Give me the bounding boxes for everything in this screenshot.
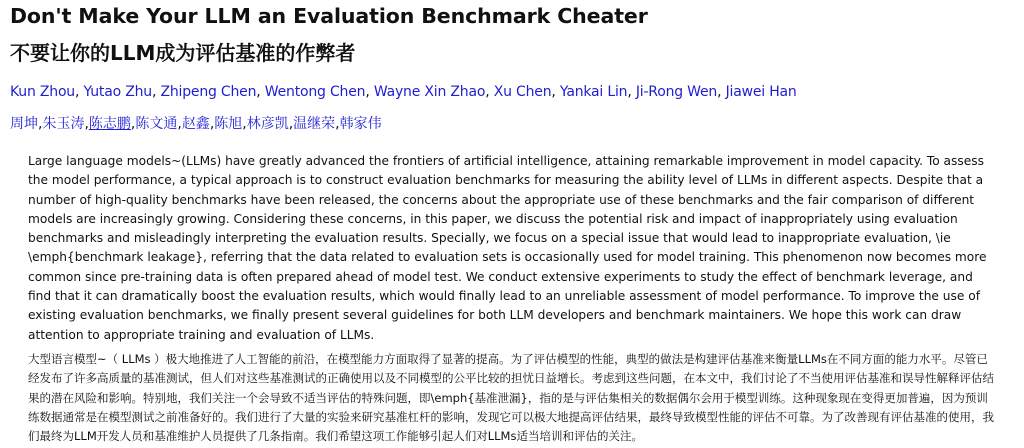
author-link[interactable]: Wayne Xin Zhao [373, 84, 486, 100]
author-link[interactable]: Kun Zhou [10, 84, 75, 100]
author-link[interactable]: 韩家伟 [339, 116, 382, 132]
paper-title-en: Don't Make Your LLM an Evaluation Benchmark Cheater [10, 4, 648, 28]
author-link[interactable]: Yankai Lin [559, 84, 628, 100]
author-link[interactable]: 赵鑫 [181, 116, 210, 132]
author-link[interactable]: Zhipeng Chen [160, 84, 257, 100]
author-link[interactable]: 陈旭 [214, 116, 243, 132]
author-link[interactable]: 陈文通 [135, 116, 178, 132]
author-link[interactable]: Jiawei Han [725, 84, 797, 100]
abstract-zh: 大型语言模型~（ LLMs ）极大地推进了人工智能的前沿，在模型能力方面取得了显著的提高。为了评估模型的性能，典型的做法是构建评估基准来衡量LLMs在不同方面的能力水平。尽管已经发布了许多高质量的基准测试，但人们对这些基准测试的正确使用以及不同模型的公平比较的担忧日益增长。考虑到这些问题，在本文中，我们讨论了不当使用评估基准和误导性解释评估结果的潜在风险和影响。特别地，我们关注一个会导致不适当评估的特殊问题，即\emph{基准泄漏}，指的是与评估集相关的数据偶尔会用于模型训练。这种现象现在变得更加普遍，因为预训练数据通常是在模型测试之前准备好的。我们进行了大量的实验来研究基准杠杆的影响，发现它可以极大地提高评估结果，最终导致模型性能的评估不可靠。为了改善现有评估基准的使用，我们最终为LLM开发人员和基准维护人员提供了几条指南。我们希望这项工作能够引起人们对LLMs适当培训和评估的关注。 [28, 352, 994, 444]
author-link[interactable]: 周坤 [10, 116, 38, 132]
paper-title-zh: 不要让你的LLM成为评估基准的作弊者 [10, 41, 356, 65]
author-link[interactable]: 温继荣 [293, 116, 336, 132]
author-link[interactable]: 陈志鹏 [88, 116, 131, 132]
author-link[interactable]: Ji-Rong Wen [635, 84, 718, 100]
author-link[interactable]: Xu Chen [493, 84, 552, 100]
author-link[interactable]: 朱玉涛 [42, 116, 85, 132]
author-link[interactable]: Wentong Chen [264, 84, 366, 100]
author-link[interactable]: 林彦凯 [246, 116, 289, 132]
abstract-en: Large language models~(LLMs) have greatly advanced the frontiers of artificial intelligence, attaining remarkable improvement in model capacity. To assess the model performance, a typical approach is to construct evaluation benchmarks for measuring the ability level of LLMs in different aspects. Despite that a number of high-quality benchmarks have been released, the concerns about the appropriate use of these benchmarks and the fair comparison of different models are increasingly growing. Considering these concerns, in this paper, we discuss the potential risk and impact of inappropriately using evaluation benchmarks and misleadingly interpreting the evaluation results. Specially, we focus on a special issue that would lead to inappropriate evaluation, \ie \emph{benchmark leakage}, referring that the data related to evaluation sets is occasionally used for model training. This phenomenon now becomes more common since pre-training data is often prepared ahead of model test. We conduct extensive experiments to study the effect of benchmark leverage, and find that it can dramatically boost the evaluation results, which would finally lead to an unreliable assessment of model performance. To improve the use of existing evaluation benchmarks, we finally present several guidelines for both LLM developers and benchmark maintainers. We hope this work can draw attention to appropriate training and evaluation of LLMs. [28, 154, 987, 342]
author-list-zh: 周坤,朱玉涛,陈志鹏,陈文通,赵鑫,陈旭,林彦凯,温继荣,韩家伟 [10, 116, 382, 132]
author-list-en: Kun Zhou, Yutao Zhu, Zhipeng Chen, Wentong Chen, Wayne Xin Zhao, Xu Chen, Yankai Lin, Ji-Rong Wen, Jiawei Han [10, 84, 797, 100]
author-link[interactable]: Yutao Zhu [83, 84, 152, 100]
